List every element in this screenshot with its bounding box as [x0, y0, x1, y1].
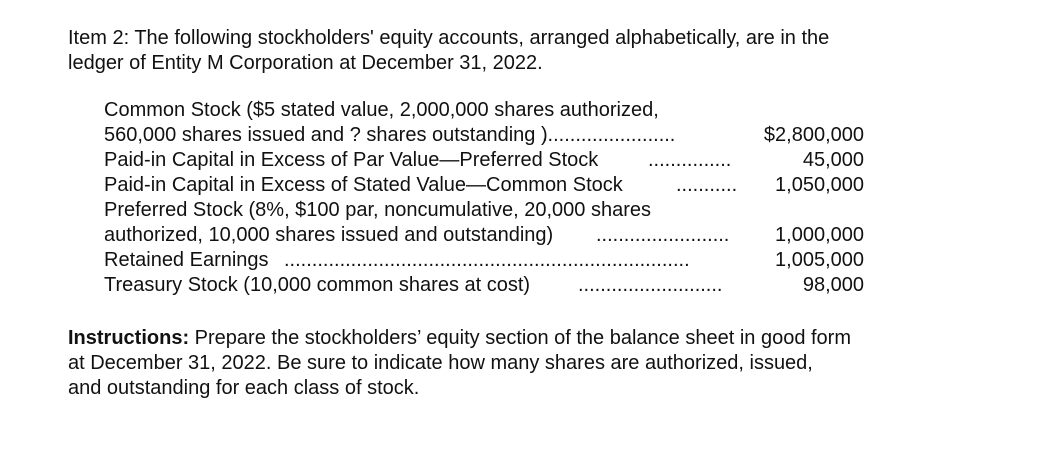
account-label: authorized, 10,000 shares issued and outstanding) [104, 224, 554, 246]
account-label: Common Stock ($5 stated value, 2,000,000 shares authorized, [104, 99, 659, 121]
ledger-row [104, 223, 864, 248]
account-amount: 1,050,000 [775, 174, 864, 196]
account-amount: 1,005,000 [775, 249, 864, 271]
instructions-line-2: at December 31, 2022. Be sure to indicate how many shares are authorized, issued, [68, 352, 813, 374]
instructions-text-1: Prepare the stockholders’ equity section of the balance sheet in good form [189, 327, 851, 349]
item-intro [68, 26, 968, 76]
instructions-line-1 [68, 326, 968, 351]
ledger-row [104, 173, 864, 198]
ledger-row [104, 273, 864, 298]
leader-dots: .......................... [578, 274, 723, 296]
account-amount: $2,800,000 [763, 124, 864, 146]
account-label: Treasury Stock (10,000 common shares at cost) [104, 274, 531, 296]
ledger-row [104, 198, 864, 223]
instructions-block [68, 326, 968, 401]
account-label: Preferred Stock (8%, $100 par, noncumulative, 20,000 shares [104, 199, 651, 221]
account-amount: 45,000 [802, 149, 864, 171]
leader-dots: ........................ [542, 124, 676, 146]
ledger-accounts-list [104, 98, 864, 298]
account-label: 560,000 shares issued and ? shares outstanding ) [104, 124, 548, 146]
account-label: Paid-in Capital in Excess of Par Value—Preferred Stock [104, 149, 599, 171]
leader-dots: ......................................................................... [284, 249, 690, 271]
account-amount: 1,000,000 [775, 224, 864, 246]
account-label: Paid-in Capital in Excess of Stated Value—Common Stock [104, 174, 623, 196]
leader-dots: ........... [676, 174, 738, 196]
ledger-row [104, 148, 864, 173]
instructions-line-3: and outstanding for each class of stock. [68, 377, 420, 399]
intro-line-2: ledger of Entity M Corporation at December 31, 2022. [68, 52, 543, 74]
account-label: Retained Earnings [104, 249, 269, 271]
leader-dots: ............... [648, 149, 732, 171]
ledger-row [104, 123, 864, 148]
account-amount: 98,000 [802, 274, 864, 296]
intro-line-1: Item 2: The following stockholders' equity accounts, arranged alphabetically, are in the [68, 27, 830, 49]
leader-dots: ........................ [596, 224, 730, 246]
ledger-row [104, 98, 864, 123]
ledger-row [104, 248, 864, 273]
instructions-heading: Instructions: [68, 327, 190, 349]
